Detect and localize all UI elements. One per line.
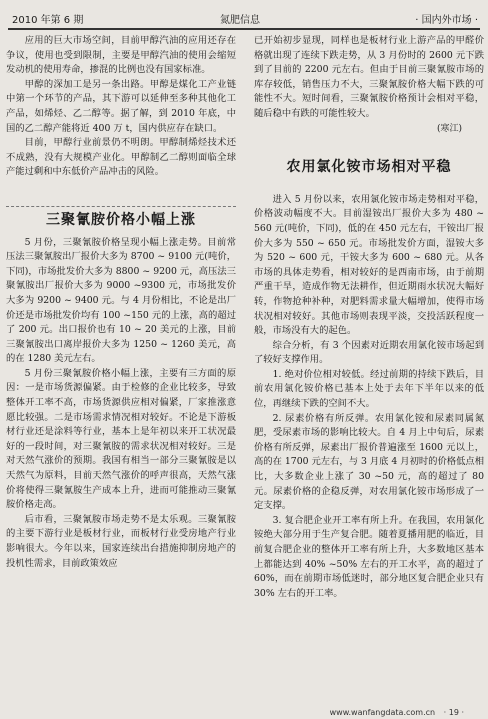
journal-name: 氮肥信息 [220,15,260,26]
left-column [6,34,236,571]
paragraph: 1. 绝对价位相对较低。经过前期的持续下跌后，目前农用氯化铵价格已基本上处于去年下半年以来的低位，再继续下跌的空间不大。 [254,368,484,410]
page-header [8,4,480,30]
paragraph: 后市看，三聚氰胺市场走势不是太乐观。三聚氰胺的主要下游行业是板材行业，而板材行业受房地产行业影响很大。今年以来，国家连续出台措施抑制房地产的投机性需求，目前政策效应 [6,513,236,569]
paragraph: 5 月份，三聚氰胺价格呈现小幅上涨走势。目前常压法三聚氰胺出厂报价大多为 8700 ~ 9100 元(吨价，下同)，市场批发价大多为 8800 ~ 9200 元，高压法三聚氰胺出厂报价大多为 9000 ~9300 元，市场批发价大多为 9200 ~ 9400 元。与 4 月份相比，不论是出厂价还是市场批发价均有 100 ~150 元的上涨，高的超过了 200 元。出口报价也有 10 ~ 20 美元的上涨，目前三聚氰胺出口离岸报价大多为 1250 ~ 1260 美元，高的在 1280 美元左右。 [6,236,236,365]
issue-label: 2010 年第 6 期 [12,15,84,26]
right-column [254,34,484,601]
paragraph: 应用的巨大市场空间，目前甲醇汽油的应用还存在争议，使用也受到限制，主要是甲醇汽油的使用会缩短发动机的使用寿命，掺混的比例也没有国家标准。 [6,35,236,76]
article-title: 三聚氰胺价格小幅上涨 [46,211,196,228]
paragraph: 甲醇的深加工是另一条出路。甲醇是煤化工产业链中第一个环节的产品，其下游可以延伸至多种其他化工产品，如烯烃、乙二醇等。据了解，到 2010 年底，中国的乙二醇产能将近 400 万 t，国内供应存在缺口。 [6,78,236,134]
paragraph: 5 月份三聚氰胺价格小幅上涨，主要有三方面的原因：一是市场货源偏紧。由于检修的企业比较多，导致整体开工率不高，市场货源供应相对偏紧，厂家推涨意愿比较强。二是市场需求情况相对较好。不论是下游板材行业还是涂料等行业，基本上是年初以来开工状况最好的一段时间，对三聚氰胺的需求状况相对较好。三是对天然气涨价的预期。我国有相当一部分三聚氰胺是以天然气为原料，目前天然气涨价的呼声很高，天然气涨价将使得三聚氰胺生产成本上升，进而可能推动三聚氰胺价格走高。 [6,367,236,511]
paragraph: 3. 复合肥企业开工率有所上升。在我国，农用氯化铵绝大部分用于生产复合肥。随着夏播用肥的临近，目前复合肥企业的整体开工率有所上升，大多数地区基本上都能达到 40% ~50% 左右的开工水平，高的超过了 60%，而在前期市场低迷时，部分地区复合肥企业只有 30% 左右的开工率。 [254,514,484,599]
section-label: · 国内外市场 · [415,15,478,26]
paragraph: 综合分析，有 3 个因素对近期农用氯化铵市场起到了较好支撑作用。 [254,339,484,366]
watermark: www.wanfangdata.com.cn [329,708,436,717]
paragraph: 进入 5 月份以来，农用氯化铵市场走势相对平稳，价格波动幅度不大。目前湿铵出厂报价大多为 480 ~ 560 元(吨价，下同)，低的在 450 元左右，干铵出厂报价大多为 550 ~ 650 元。市场批发价方面，湿铵大多为 520 ~ 600 元，干铵大多为 600 ~ 680 元。从各市场的具体走势看，相对较好的是西南市场，由于前期严重干旱，造成作物无法耕作，但近期雨水状况大幅好转，作物抢种补种，对肥料需求量大幅增加，使得市场状况相对较好。其他市场则表现平淡，交投活跃程度一般，市场没有大的起色。 [254,193,484,337]
divider [6,206,236,207]
author-signature: (寒江) [436,123,462,134]
page-number: · 19 · [443,708,464,717]
paragraph: 2. 尿素价格有所反弹。农用氯化铵和尿素同属氮肥，受尿素市场的影响比较大。自 4 月上中旬后，尿素价格有所反弹，尿素出厂报价普遍涨至 1600 元以上，高的在 1700 元左右，与 3 月底 4 月初时的价格低点相比，大多数企业上涨了 30 ~50 元，高的超过了 80 元。尿素价格的企稳反弹，对农用氯化铵市场形成了一定支撑。 [254,412,484,512]
paragraph: 已开始初步显现，同样也是板材行业上游产品的甲醛价格就出现了连续下跌走势，从 3 月份时的 2600 元下跌到了目前的 2200 元左右。但由于目前三聚氰胺市场的库存较低，销售压力不大，三聚氰胺价格大幅下跌的可能性不大。短时间看，三聚氰胺价格预计会相对平稳，随后稳中有跌的可能性较大。 [254,35,484,119]
article-title: 农用氯化铵市场相对平稳 [286,159,452,176]
paragraph: 目前，甲醇行业前景仍不明朗。甲醇制烯烃技术还不成熟，没有大规模产业化。甲醇制乙二醇则面临全球产能过剩和中东低价产品冲击的风险。 [6,137,236,178]
page-footer [330,708,464,717]
